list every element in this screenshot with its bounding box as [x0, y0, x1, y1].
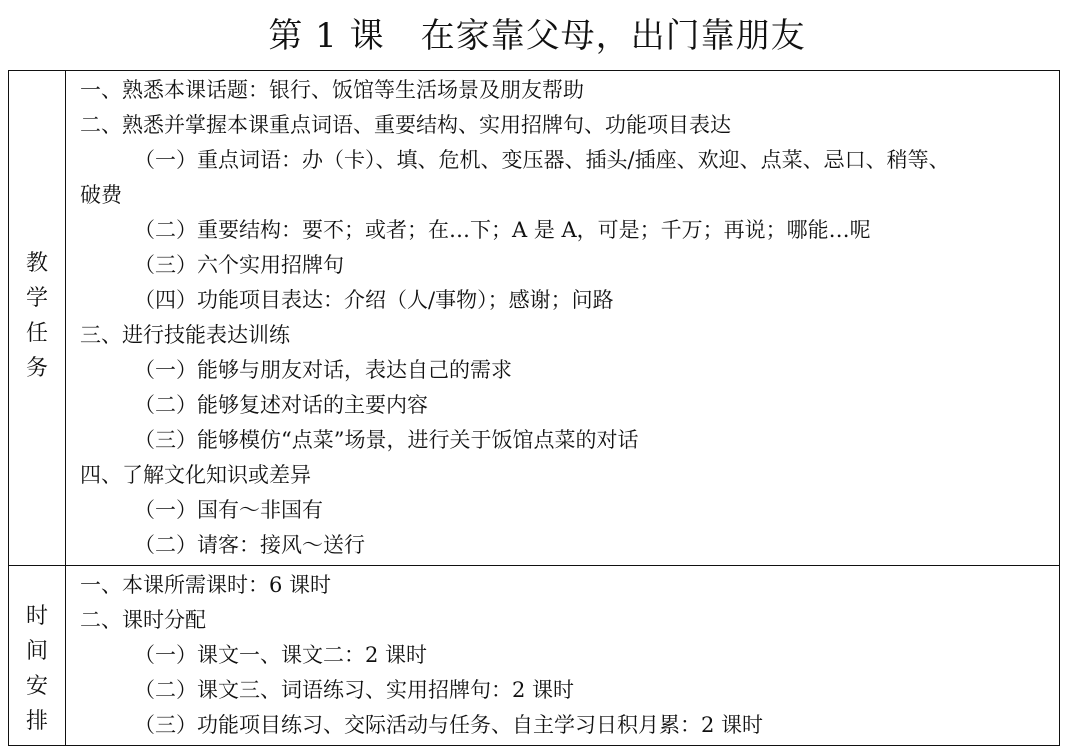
teaching-tasks-content — [66, 71, 1059, 565]
label-char: 任 — [25, 321, 48, 346]
task-subitem-state-owned: （一）国有～非国有 — [134, 498, 323, 522]
task-subitem-signs: （三）六个实用招牌句 — [134, 253, 344, 277]
task-subitem-functions: （四）功能项目表达：介绍（人/事物）；感谢；问路 — [134, 288, 614, 312]
time-arrangement-label-cell — [9, 566, 66, 746]
time-arrangement-content-cell — [66, 566, 1060, 746]
task-subitem-ordering: （三）能够模仿“点菜”场景，进行关于饭馆点菜的对话 — [134, 428, 639, 452]
task-subitem-retell: （二）能够复述对话的主要内容 — [134, 393, 428, 417]
time-subitem-3: （三）功能项目练习、交际活动与任务、自主学习日积月累：2 课时 — [134, 713, 764, 737]
label-char: 间 — [25, 639, 48, 664]
label-char: 务 — [25, 356, 48, 381]
teaching-tasks-content-cell — [66, 71, 1060, 566]
lesson-topic: 在家靠父母，出门靠朋友 — [420, 16, 806, 56]
lesson-number: 第 1 课 — [268, 16, 385, 56]
task-subitem-dialogue: （一）能够与朋友对话，表达自己的需求 — [134, 358, 512, 382]
task-subitem-vocab: （一）重点词语：办（卡）、填、危机、变压器、插头/插座、欢迎、点菜、忌口、稍等、 — [134, 148, 950, 172]
task-item-3: 三、进行技能表达训练 — [80, 323, 290, 347]
time-arrangement-row — [9, 566, 1060, 746]
task-subitem-vocab-cont: 破费 — [80, 183, 122, 207]
task-item-1: 一、熟悉本课话题：银行、饭馆等生活场景及朋友帮助 — [80, 78, 584, 102]
task-subitem-treat: （二）请客：接风～送行 — [134, 533, 365, 557]
label-char: 时 — [25, 604, 48, 629]
label-char: 教 — [25, 251, 48, 276]
time-arrangement-label — [9, 566, 65, 736]
time-arrangement-content — [66, 566, 1059, 745]
label-char: 学 — [25, 286, 48, 311]
page-title — [0, 12, 1074, 60]
time-item-2: 二、课时分配 — [80, 608, 206, 632]
lesson-plan-table — [8, 70, 1060, 746]
teaching-tasks-label-cell — [9, 71, 66, 566]
label-char: 排 — [25, 709, 48, 734]
task-subitem-structures: （二）重要结构：要不；或者；在…下；A 是 A，可是；千万；再说；哪能…呢 — [134, 218, 871, 242]
time-item-1: 一、本课所需课时：6 课时 — [80, 573, 332, 597]
time-subitem-1: （一）课文一、课文二：2 课时 — [134, 643, 428, 667]
teaching-tasks-row — [9, 71, 1060, 566]
teaching-tasks-label — [9, 71, 65, 561]
task-item-4: 四、了解文化知识或差异 — [80, 463, 311, 487]
label-char: 安 — [25, 674, 48, 699]
time-subitem-2: （二）课文三、词语练习、实用招牌句：2 课时 — [134, 678, 575, 702]
task-item-2: 二、熟悉并掌握本课重点词语、重要结构、实用招牌句、功能项目表达 — [80, 113, 731, 137]
